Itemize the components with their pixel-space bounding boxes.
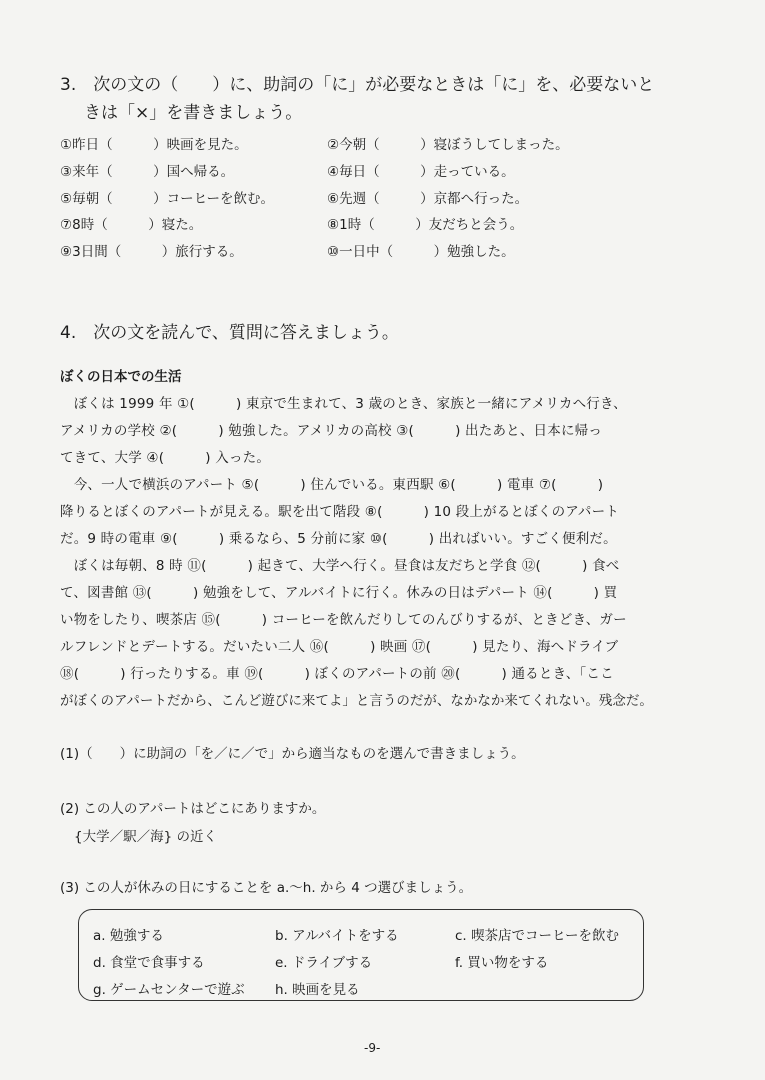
passage-line: だ。9 時の電車 ⑨( ) 乗るなら、5 分前に家 ⑩( ) 出ればいい。すごく便利だ。 <box>60 531 617 547</box>
passage-line: がぼくのアパートだから、こんど遊びに来てよ」と言うのだが、なかなか来てくれない。残念だ。 <box>60 693 653 709</box>
exercise-item: ①昨日（ ）映画を見た。 <box>60 137 248 153</box>
section4-title: 4. 次の文を読んで、質問に答えましょう。 <box>60 323 399 343</box>
passage-line: い物をしたり、喫茶店 ⑮( ) コーヒーを飲んだりしてのんびりするが、ときどき、ガー <box>60 612 627 628</box>
exercise-item: ⑤毎朝（ ）コーヒーを飲む。 <box>60 191 275 207</box>
passage-line: ぼくは 1999 年 ①( ) 東京で生まれて、3 歳のとき、家族と一緒にアメリカへ行き、 <box>60 396 627 412</box>
choice-item: b. アルバイトをする <box>275 928 399 944</box>
choice-item: f. 買い物をする <box>455 955 549 971</box>
question-3: (3) この人が休みの日にすることを a.～h. から 4 つ選びましょう。 <box>60 880 473 896</box>
question-2-answer-options: {大学／駅／海} の近く <box>74 829 217 845</box>
passage-line: てきて、大学 ④( ) 入った。 <box>60 450 271 466</box>
section3-title-line1: 3. 次の文の（ ）に、助詞の「に」が必要なときは「に」を、必要ないと <box>60 75 655 95</box>
choice-item: d. 食堂で食事する <box>93 955 205 971</box>
passage-line: アメリカの学校 ②( ) 勉強した。アメリカの高校 ③( ) 出たあと、日本に帰っ <box>60 423 603 439</box>
passage-line: て、図書館 ⑬( ) 勉強をして、アルバイトに行く。休みの日はデパート ⑭( ) 買 <box>60 585 618 601</box>
passage-line: ルフレンドとデートする。だいたい二人 ⑯( ) 映画 ⑰( ) 見たり、海へドライブ <box>60 639 619 655</box>
exercise-item: ⑨3日間（ ）旅行する。 <box>60 244 243 260</box>
exercise-item: ②今朝（ ）寝ぼうしてしまった。 <box>327 137 569 153</box>
choice-item: e. ドライブする <box>275 955 373 971</box>
passage-line: 降りるとぼくのアパートが見える。駅を出て階段 ⑧( ) 10 段上がるとぼくのアパート <box>60 504 620 520</box>
choice-item: c. 喫茶店でコーヒーを飲む <box>455 928 619 944</box>
exercise-item: ⑧1時（ ）友だちと会う。 <box>327 217 524 233</box>
exercise-item: ③来年（ ）国へ帰る。 <box>60 164 235 180</box>
exercise-item: ⑦8時（ ）寝た。 <box>60 217 203 233</box>
question-2: (2) この人のアパートはどこにありますか。 <box>60 801 326 817</box>
passage-line: 今、一人で横浜のアパート ⑤( ) 住んでいる。東西駅 ⑥( ) 電車 ⑦( ) <box>60 477 604 493</box>
passage-line: ⑱( ) 行ったりする。車 ⑲( ) ぼくのアパートの前 ⑳( ) 通るとき、「ここ <box>60 666 614 682</box>
passage-title: ぼくの日本での生活 <box>60 369 182 385</box>
question-1: (1)（ ）に助詞の「を／に／で」から適当なものを選んで書きましょう。 <box>60 746 525 762</box>
choice-item: g. ゲームセンターで遊ぶ <box>93 982 245 998</box>
exercise-item: ④毎日（ ）走っている。 <box>327 164 515 180</box>
page-number: -9- <box>364 1041 381 1055</box>
exercise-item: ⑥先週（ ）京都へ行った。 <box>327 191 529 207</box>
choice-item: h. 映画を見る <box>275 982 360 998</box>
section3-title-line2: きは「×」を書きましょう。 <box>84 103 303 123</box>
answer-choices-box <box>78 909 644 1001</box>
passage-line: ぼくは毎朝、8 時 ⑪( ) 起きて、大学へ行く。昼食は友だちと学食 ⑫( ) 食べ <box>60 558 620 574</box>
choice-item: a. 勉強する <box>93 928 164 944</box>
exercise-item: ⑩一日中（ ）勉強した。 <box>327 244 515 260</box>
